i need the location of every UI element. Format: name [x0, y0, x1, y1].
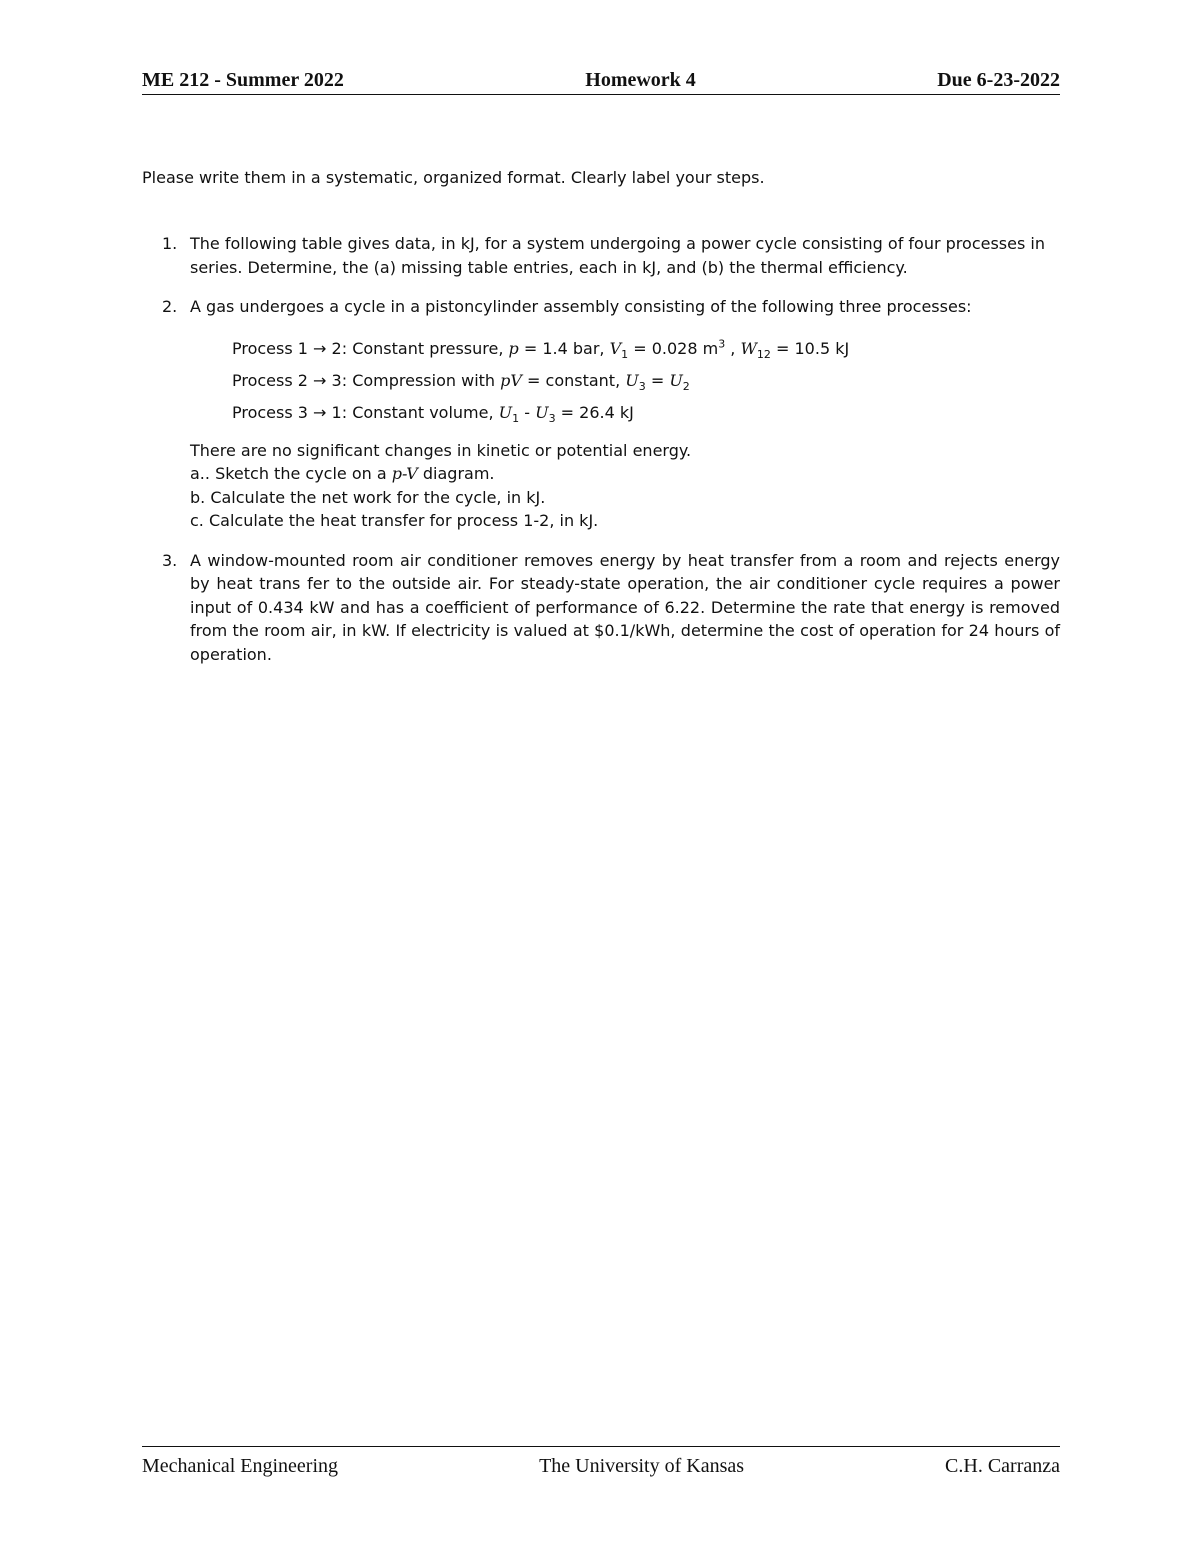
- math-symbol: U: [625, 370, 639, 390]
- subscript: 3: [638, 379, 646, 393]
- process-value: = 0.028 m: [628, 338, 719, 358]
- department-label: Mechanical Engineering: [142, 1455, 339, 1477]
- course-label: ME 212 - Summer 2022: [142, 69, 344, 91]
- page-header: [142, 66, 1060, 95]
- math-symbol: W: [740, 338, 757, 358]
- math-symbol: U: [535, 402, 549, 422]
- subscript: 1: [621, 347, 629, 361]
- university-label: The University of Kansas: [539, 1455, 745, 1477]
- problem-text: A window-mounted room air conditioner removes energy by heat transfer from a room and rejects energy by heat trans fer to the outside air. For steady-state operation, the air conditioner cycle requires a power input of 0.434 kW and has a coefficient of performance of 6.22. Determine the rate that energy is removed from the room air, in kW. If electricity is valued at $0.1/kWh, determine the cost of operation for 24 hours of operation.: [190, 550, 1060, 664]
- part-text: a.. Sketch the cycle on a: [190, 464, 392, 483]
- part-text: diagram.: [417, 464, 495, 483]
- problem-number: 2.: [162, 297, 178, 316]
- problem-number: 3.: [162, 550, 178, 570]
- process-value: = constant,: [521, 370, 626, 390]
- process-value: = 1.4 bar,: [518, 338, 610, 358]
- problem-3: [142, 549, 1060, 667]
- part-b: b. Calculate the net work for the cycle, in kJ.: [190, 487, 546, 507]
- homework-title: Homework 4: [585, 69, 696, 91]
- math-symbol: U: [669, 370, 683, 390]
- process-2-3: [232, 365, 1060, 397]
- math-symbol: pV: [500, 370, 522, 390]
- math-symbol: p-V: [391, 464, 418, 483]
- math-symbol: V: [609, 338, 622, 358]
- subscript: 12: [756, 347, 771, 361]
- math-symbol: U: [498, 402, 513, 422]
- problem-list: [142, 232, 1060, 666]
- subscript: 3: [548, 411, 556, 425]
- problem-text: The following table gives data, in kJ, for a system undergoing a power cycle consisting of four processes in series. Determine, the (a) missing table entries, each in kJ, and (b) the thermal efficiency.: [190, 234, 1045, 277]
- process-list: [232, 333, 1060, 429]
- separator: -: [519, 402, 536, 422]
- superscript: 3: [718, 337, 726, 351]
- subscript: 1: [512, 411, 520, 425]
- separator: ,: [725, 338, 741, 358]
- author-label: C.H. Carranza: [945, 1455, 1060, 1477]
- intro-text: Please write them in a systematic, organized format. Clearly label your steps.: [142, 168, 765, 187]
- math-symbol: p: [508, 338, 519, 358]
- problem-1: [142, 232, 1060, 279]
- problem-2: [142, 295, 1060, 533]
- problem-text: A gas undergoes a cycle in a pistoncylinder assembly consisting of the following three processes:: [190, 297, 972, 316]
- part-c: c. Calculate the heat transfer for process 1-2, in kJ.: [190, 511, 599, 530]
- process-3-1: [232, 397, 1060, 429]
- problem-number: 1.: [162, 234, 178, 253]
- due-date: Due 6-23-2022: [937, 69, 1060, 91]
- page-footer: [142, 1446, 1060, 1478]
- part-a: [190, 462, 1060, 486]
- process-label: Process 2 → 3: Compression with: [232, 370, 501, 390]
- process-1-2: [232, 333, 1060, 365]
- process-value: = 26.4 kJ: [555, 402, 634, 422]
- process-label: Process 1 → 2: Constant pressure,: [232, 338, 509, 358]
- problem-2-parts: [190, 439, 1060, 533]
- separator: =: [645, 370, 670, 390]
- process-value: = 10.5 kJ: [770, 338, 850, 358]
- process-label: Process 3 → 1: Constant volume,: [232, 402, 499, 422]
- subscript: 2: [682, 379, 690, 393]
- problem-note: There are no significant changes in kinetic or potential energy.: [190, 440, 692, 460]
